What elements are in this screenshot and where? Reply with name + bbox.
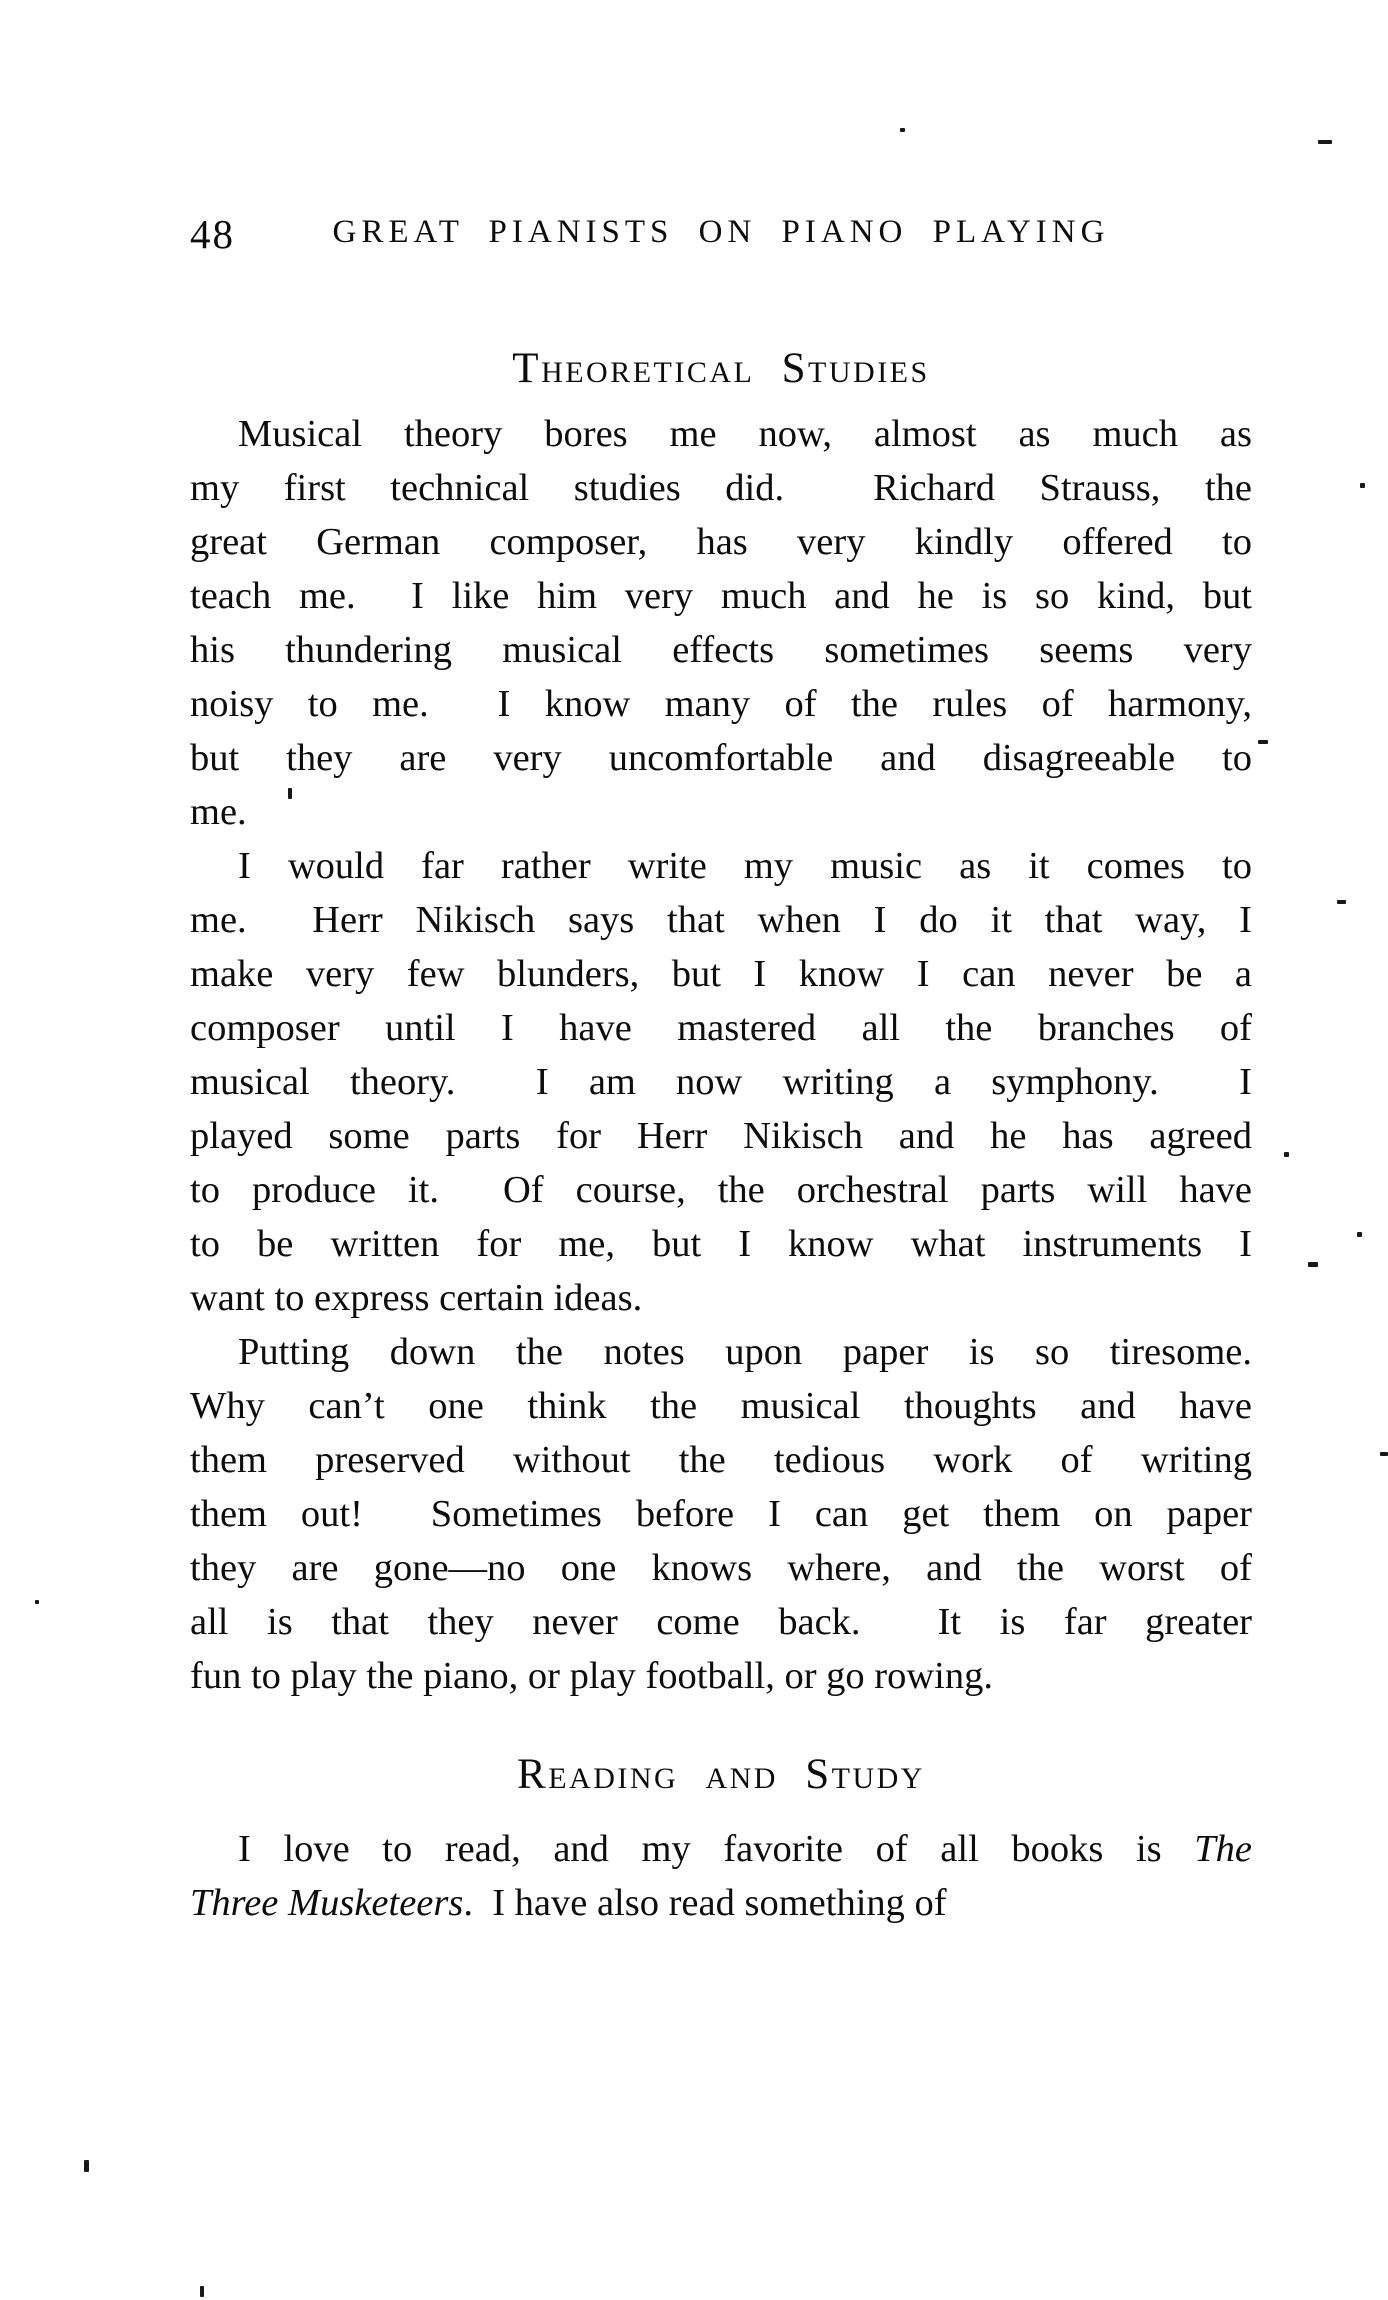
scan-speck: [900, 128, 905, 132]
text-line: [190, 1595, 1252, 1649]
text-line: [190, 407, 1252, 461]
text-line: [190, 1271, 1252, 1325]
scan-speck: [1357, 1232, 1362, 1237]
text-line: [190, 947, 1252, 1001]
text-line: [190, 677, 1252, 731]
italic-text: The: [1194, 1828, 1252, 1870]
scan-speck: [200, 2286, 204, 2297]
running-title: GREAT PIANISTS ON PIANO PLAYING: [332, 214, 1110, 250]
body-text: all is that they never come back. It is far greater: [190, 1601, 1252, 1643]
body-text: want to express certain ideas.: [190, 1277, 643, 1319]
body-text: teach me. I like him very much and he is so kind, but: [190, 575, 1252, 617]
text-line: [190, 1109, 1252, 1163]
body-text: Putting down the notes upon paper is so tiresome.: [238, 1331, 1252, 1373]
body-text: to produce it. Of course, the orchestral parts will have: [190, 1169, 1252, 1211]
body-text: Why can’t one think the musical thoughts and have: [190, 1385, 1252, 1427]
text-line: [190, 1055, 1252, 1109]
body-text: them preserved without the tedious work of writing: [190, 1439, 1252, 1481]
text-block-theoretical-studies: [190, 407, 1252, 1703]
text-line: [190, 1325, 1252, 1379]
body-text: I love to read, and my favorite of all books is: [238, 1828, 1195, 1870]
text-line: [190, 731, 1252, 785]
page-number: 48: [190, 211, 235, 257]
text-line: [190, 1822, 1252, 1876]
text-line: [190, 1487, 1252, 1541]
text-line: [190, 1001, 1252, 1055]
text-block-reading-and-study: [190, 1822, 1252, 1930]
body-text: musical theory. I am now writing a symphony. I: [190, 1061, 1252, 1103]
text-line: [190, 1649, 1252, 1703]
text-line: [190, 515, 1252, 569]
scan-speck: [1380, 1452, 1388, 1456]
body-text: played some parts for Herr Nikisch and he has agreed: [190, 1115, 1252, 1157]
text-line: [190, 1379, 1252, 1433]
body-text: they are gone—no one knows where, and the worst of: [190, 1547, 1252, 1589]
text-line: [190, 1163, 1252, 1217]
section-heading-theoretical-studies: Theoretical Studies: [512, 345, 930, 392]
scan-speck: [1258, 740, 1268, 744]
text-line: [190, 569, 1252, 623]
body-text: fun to play the piano, or play football, or go rowing.: [190, 1655, 993, 1697]
italic-text: Three Musketeers: [190, 1882, 464, 1924]
scan-speck: [1318, 140, 1332, 144]
body-text: to be written for me, but I know what instruments I: [190, 1223, 1252, 1265]
body-text: my first technical studies did. Richard Strauss, the: [190, 467, 1252, 509]
scan-speck: [84, 2160, 89, 2172]
scan-speck: [1360, 483, 1365, 488]
body-text: his thundering musical effects sometimes seems very: [190, 629, 1252, 671]
scan-speck: [35, 1600, 39, 1604]
section-heading-reading-and-study: Reading and Study: [517, 1751, 925, 1798]
scan-speck: [1337, 900, 1346, 904]
text-line: [190, 893, 1252, 947]
text-line: [190, 1541, 1252, 1595]
text-line: [190, 1217, 1252, 1271]
body-text: me. Herr Nikisch says that when I do it that way, I: [190, 899, 1252, 941]
body-text: composer until I have mastered all the branches of: [190, 1007, 1252, 1049]
body-text: great German composer, has very kindly offered to: [190, 521, 1252, 563]
text-line: [190, 785, 1252, 839]
text-line: [190, 1433, 1252, 1487]
text-line: [190, 461, 1252, 515]
body-text: Musical theory bores me now, almost as much as: [238, 413, 1252, 455]
scan-speck: [1284, 1152, 1289, 1157]
body-text: them out! Sometimes before I can get them on paper: [190, 1493, 1252, 1535]
text-line: [190, 839, 1252, 893]
body-text: noisy to me. I know many of the rules of harmony,: [190, 683, 1252, 725]
text-line: [190, 1876, 1252, 1930]
body-text: I would far rather write my music as it comes to: [238, 845, 1252, 887]
page-header: [190, 210, 1252, 258]
text-line: [190, 623, 1252, 677]
body-text: me.: [190, 791, 247, 833]
body-text: but they are very uncomfortable and disagreeable to: [190, 737, 1252, 779]
scan-speck: [288, 788, 292, 799]
scan-speck: [1308, 1262, 1318, 1267]
body-text: make very few blunders, but I know I can never be a: [190, 953, 1252, 995]
body-text: . I have also read something of: [463, 1882, 947, 1924]
